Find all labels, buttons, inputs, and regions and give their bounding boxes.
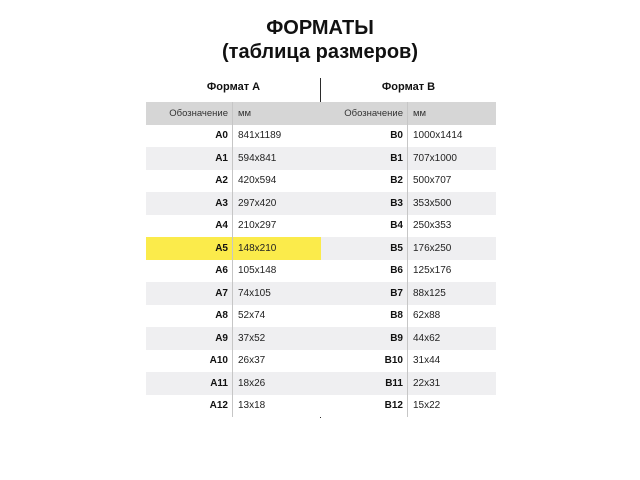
- format-b-table: [321, 102, 496, 417]
- format-size: 88x125: [413, 287, 446, 299]
- format-size: 18x26: [238, 377, 266, 389]
- format-size: 1000x1414: [413, 130, 463, 142]
- designation-header: Обозначение: [146, 102, 233, 125]
- table-row: [321, 372, 496, 395]
- table-row: [146, 125, 321, 148]
- format-size: 37x52: [238, 332, 266, 344]
- units-header: мм: [238, 107, 252, 119]
- page-title-line2: (таблица размеров): [222, 41, 418, 63]
- format-size: 44x62: [413, 332, 441, 344]
- units-header: мм: [413, 107, 427, 119]
- format-label: B4: [321, 215, 408, 238]
- table-header-row: [321, 102, 496, 125]
- format-size: 500x707: [413, 175, 452, 187]
- format-size: 841x1189: [238, 130, 282, 142]
- format-size: 62x88: [413, 310, 441, 322]
- format-label: A6: [146, 260, 233, 283]
- format-size: 210x297: [238, 220, 277, 232]
- format-size: 176x250: [413, 242, 452, 254]
- page-title-line1: ФОРМАТЫ: [266, 17, 374, 39]
- table-row: [146, 305, 321, 328]
- table-row: [146, 350, 321, 373]
- table-row: [321, 305, 496, 328]
- table-row: [321, 395, 496, 418]
- format-label: B9: [321, 327, 408, 350]
- table-row: [321, 327, 496, 350]
- table-row: [146, 170, 321, 193]
- format-size: 31x44: [413, 355, 441, 367]
- format-a-table: [146, 102, 321, 417]
- format-label: A0: [146, 125, 233, 148]
- format-label: A1: [146, 147, 233, 170]
- table-row: [321, 125, 496, 148]
- format-label: A2: [146, 170, 233, 193]
- format-label: B5: [321, 237, 408, 260]
- table-row: [321, 192, 496, 215]
- format-size: 420x594: [238, 175, 277, 187]
- format-label: B10: [321, 350, 408, 373]
- format-label: B0: [321, 125, 408, 148]
- format-size: 353x500: [413, 197, 452, 209]
- format-size: 707x1000: [413, 152, 457, 164]
- format-label: B7: [321, 282, 408, 305]
- table-row: [146, 147, 321, 170]
- table-row: [146, 395, 321, 418]
- format-label: A5: [146, 237, 233, 260]
- table-row: [146, 260, 321, 283]
- format-label: A7: [146, 282, 233, 305]
- table-header-row: [146, 102, 321, 125]
- format-label: B11: [321, 372, 408, 395]
- designation-header: Обозначение: [321, 102, 408, 125]
- format-label: B12: [321, 395, 408, 418]
- table-row-highlighted: [146, 237, 321, 260]
- format-size: 250x353: [413, 220, 452, 232]
- format-label: A8: [146, 305, 233, 328]
- format-size: 15x22: [413, 400, 441, 412]
- format-label: A4: [146, 215, 233, 238]
- table-row: [321, 147, 496, 170]
- format-size: 594x841: [238, 152, 277, 164]
- format-size: 148x210: [238, 242, 277, 254]
- format-label: A12: [146, 395, 233, 418]
- table-row: [321, 260, 496, 283]
- format-label: B2: [321, 170, 408, 193]
- format-size: 26x37: [238, 355, 266, 367]
- format-size: 125x176: [413, 265, 452, 277]
- format-b-heading: Формат В: [381, 81, 436, 93]
- format-label: A11: [146, 372, 233, 395]
- page-title: [0, 16, 640, 64]
- format-size: 13x18: [238, 400, 266, 412]
- format-size: 52x74: [238, 310, 266, 322]
- table-row: [146, 215, 321, 238]
- format-size: 74x105: [238, 287, 271, 299]
- format-label: B1: [321, 147, 408, 170]
- table-row: [146, 192, 321, 215]
- table-row: [321, 282, 496, 305]
- format-label: A3: [146, 192, 233, 215]
- format-label: B3: [321, 192, 408, 215]
- format-label: B6: [321, 260, 408, 283]
- table-row: [146, 282, 321, 305]
- table-row: [146, 372, 321, 395]
- format-label: B8: [321, 305, 408, 328]
- format-a-heading: Формат А: [206, 81, 261, 93]
- format-label: A9: [146, 327, 233, 350]
- format-label: A10: [146, 350, 233, 373]
- format-size: 105x148: [238, 265, 277, 277]
- table-row: [321, 170, 496, 193]
- format-size: 297x420: [238, 197, 277, 209]
- table-row: [321, 215, 496, 238]
- format-size: 22x31: [413, 377, 441, 389]
- table-row: [146, 327, 321, 350]
- table-row: [321, 350, 496, 373]
- table-row: [321, 237, 496, 260]
